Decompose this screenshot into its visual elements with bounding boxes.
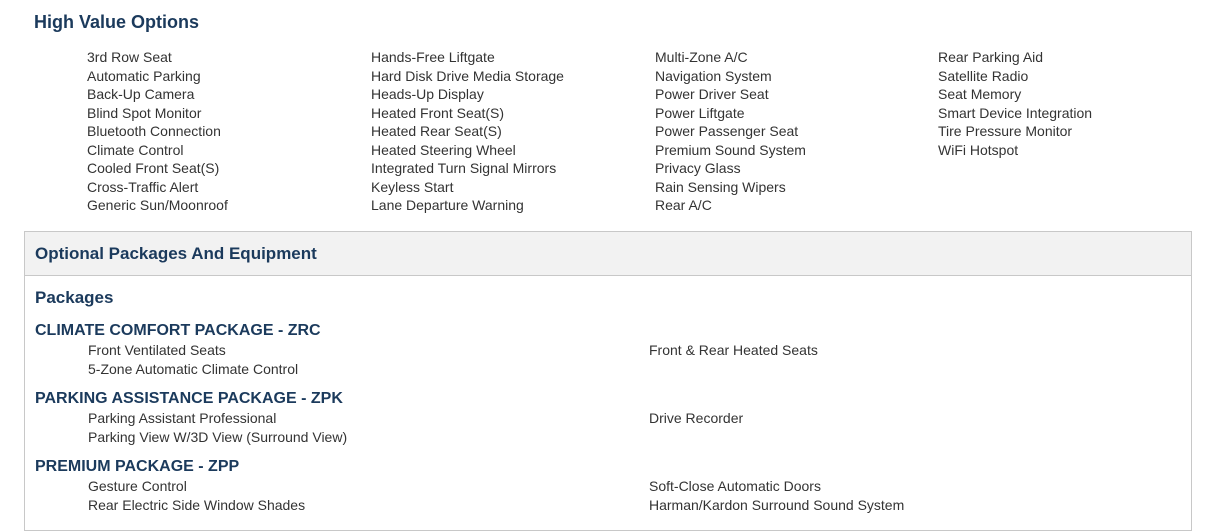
option-item: 3rd Row Seat xyxy=(87,49,172,65)
options-column-3 xyxy=(655,48,806,215)
option-item: Multi-Zone A/C xyxy=(655,49,748,65)
package-features-left xyxy=(88,409,347,446)
package-features-right xyxy=(649,341,818,360)
option-item: Lane Departure Warning xyxy=(371,197,524,213)
option-item: Keyless Start xyxy=(371,178,454,195)
option-item: Power Liftgate xyxy=(655,104,745,121)
package-features-left xyxy=(88,477,305,514)
option-item: Automatic Parking xyxy=(87,67,201,84)
option-item: Power Driver Seat xyxy=(655,86,769,102)
package-feature: Harman/Kardon Surround Sound System xyxy=(649,496,905,513)
option-item: Generic Sun/Moonroof xyxy=(87,197,228,213)
option-item: Cross-Traffic Alert xyxy=(87,178,199,195)
option-item: Hard Disk Drive Media Storage xyxy=(371,67,564,84)
option-item: Rain Sensing Wipers xyxy=(655,178,786,195)
option-item: Back-Up Camera xyxy=(87,86,195,102)
optional-packages-header: Optional Packages And Equipment xyxy=(25,232,1191,276)
package-feature: Soft-Close Automatic Doors xyxy=(649,478,821,494)
option-item: Heated Steering Wheel xyxy=(371,141,516,158)
package-features-right xyxy=(649,409,743,428)
option-item: Rear Parking Aid xyxy=(938,49,1044,65)
option-item: Seat Memory xyxy=(938,86,1022,102)
package-features-left xyxy=(88,341,298,378)
package-feature: Front Ventilated Seats xyxy=(88,342,226,358)
option-item: Navigation System xyxy=(655,67,772,84)
optional-packages-panel xyxy=(24,231,1192,531)
package-feature: Parking View W/3D View (Surround View) xyxy=(88,428,348,445)
option-item: Bluetooth Connection xyxy=(87,123,221,139)
option-item: Cooled Front Seat(S) xyxy=(87,160,220,176)
high-value-options-list xyxy=(0,48,1219,218)
package-features-right xyxy=(649,477,904,514)
options-column-4 xyxy=(938,48,1092,159)
option-item: Climate Control xyxy=(87,141,184,158)
option-item: Power Passenger Seat xyxy=(655,123,799,139)
package-feature: Drive Recorder xyxy=(649,410,744,426)
high-value-options-title: High Value Options xyxy=(34,12,200,32)
package-feature: Front & Rear Heated Seats xyxy=(649,342,818,358)
package-feature: 5-Zone Automatic Climate Control xyxy=(88,360,299,377)
option-item: Hands-Free Liftgate xyxy=(371,49,495,65)
package-feature: Parking Assistant Professional xyxy=(88,410,277,426)
package-feature: Rear Electric Side Window Shades xyxy=(88,496,306,513)
option-item: Smart Device Integration xyxy=(938,104,1093,121)
option-item: Heated Front Seat(S) xyxy=(371,104,505,121)
option-item: Heated Rear Seat(S) xyxy=(371,123,502,139)
option-item: Privacy Glass xyxy=(655,160,741,176)
option-item: Premium Sound System xyxy=(655,141,806,158)
option-item: Heads-Up Display xyxy=(371,86,484,102)
package-name: PARKING ASSISTANCE PACKAGE - ZPK xyxy=(35,390,343,407)
options-column-1 xyxy=(87,48,228,215)
option-item: WiFi Hotspot xyxy=(938,141,1019,158)
option-item: Blind Spot Monitor xyxy=(87,104,202,121)
option-item: Tire Pressure Monitor xyxy=(938,123,1073,139)
packages-title: Packages xyxy=(35,288,114,307)
option-item: Satellite Radio xyxy=(938,67,1029,84)
options-column-2 xyxy=(371,48,564,215)
option-item: Rear A/C xyxy=(655,197,712,213)
option-item: Integrated Turn Signal Mirrors xyxy=(371,160,557,176)
package-name: CLIMATE COMFORT PACKAGE - ZRC xyxy=(35,322,321,339)
package-name: PREMIUM PACKAGE - ZPP xyxy=(35,458,240,475)
package-feature: Gesture Control xyxy=(88,478,187,494)
